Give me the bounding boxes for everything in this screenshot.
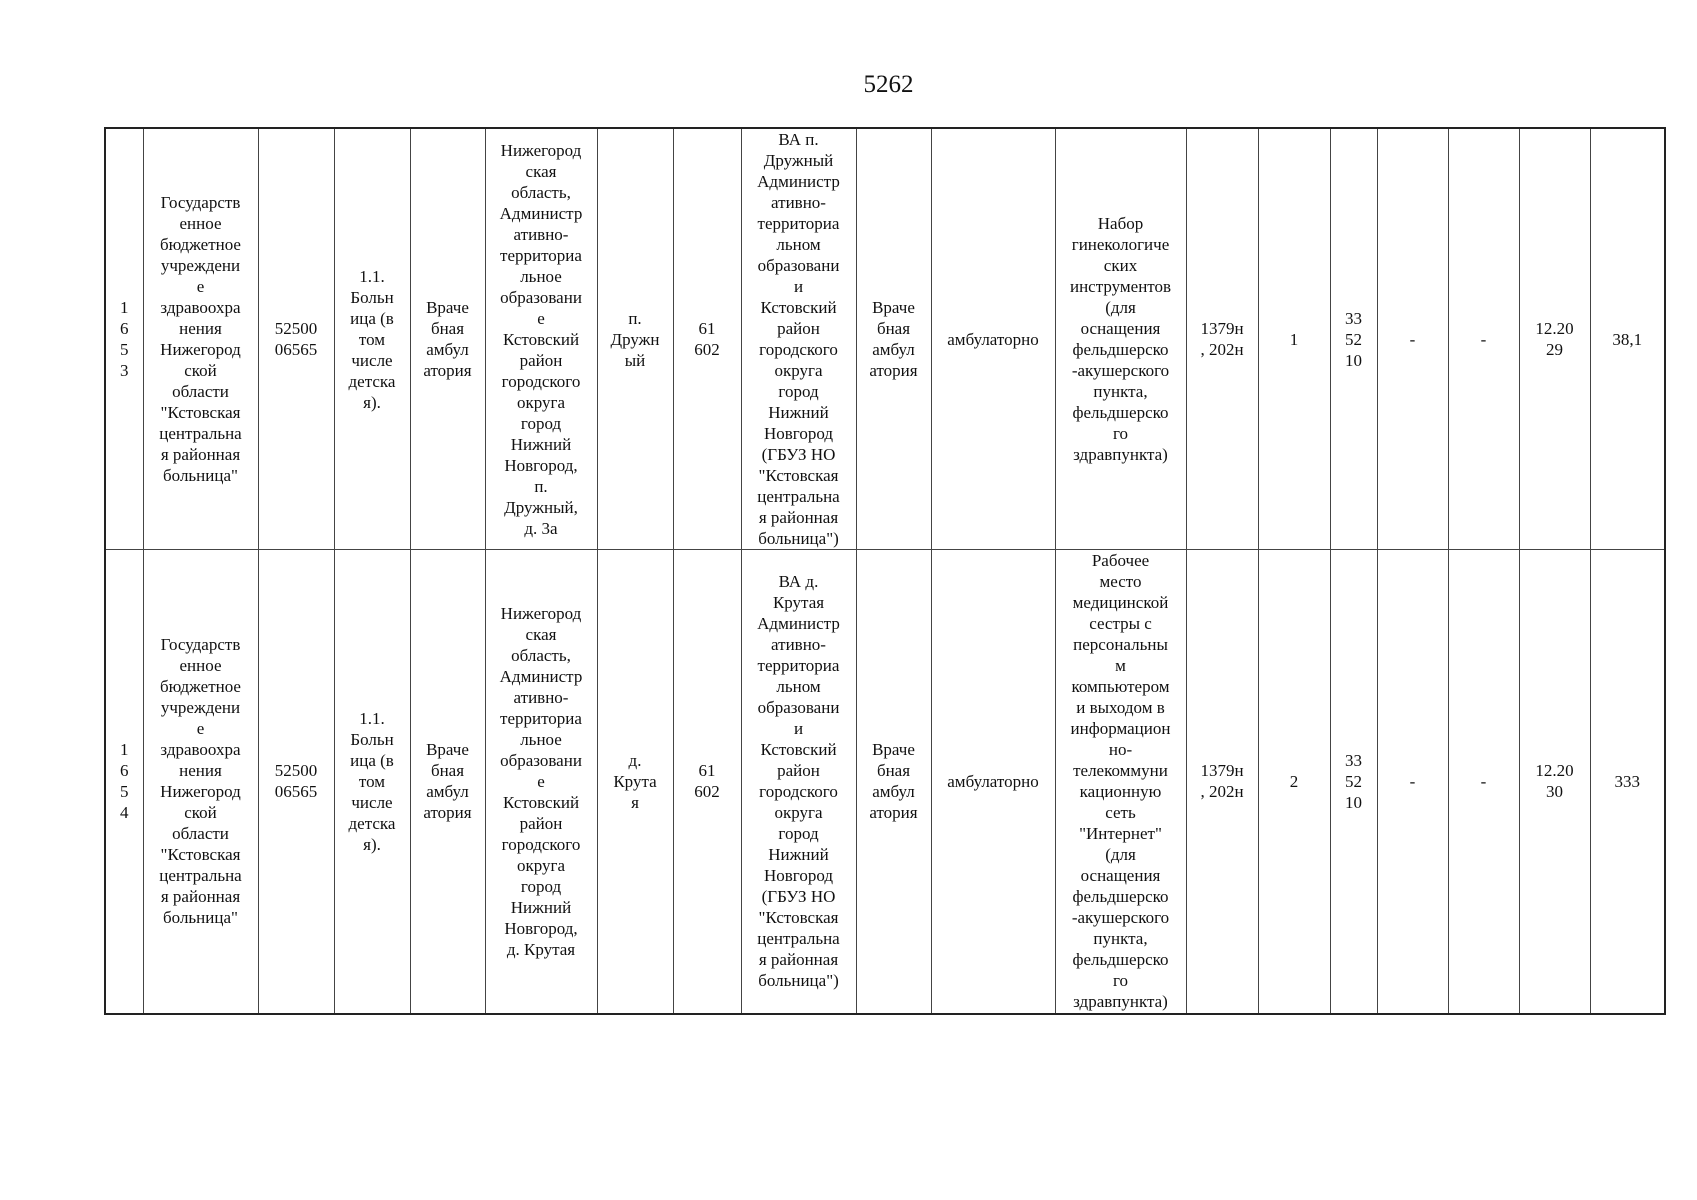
dash-cell-b: -: [1448, 128, 1519, 550]
page-number: 5262: [863, 71, 914, 98]
category-cell: 1.1. Больн ица (в том числе детска я).: [334, 128, 410, 550]
quantity-cell: 2: [1258, 550, 1330, 1014]
facility-cell: ВА д. Крутая Администр ативно- территориа льном образовани и Кстовский район городского округа город Нижний Новгород (ГБУЗ НО "Кстовская центральна я районная больница"): [741, 550, 856, 1014]
registry-table: [104, 127, 1666, 1015]
quantity-cell: 1: [1258, 128, 1330, 550]
okpd-cell: 33 52 10: [1330, 550, 1377, 1014]
locality-cell: д. Крута я: [597, 550, 673, 1014]
facility-type-cell: Враче бная амбул атория: [856, 128, 931, 550]
inn-cell: 52500 06565: [258, 128, 334, 550]
category-cell: 1.1. Больн ица (в том числе детска я).: [334, 550, 410, 1014]
institution-cell: Государств енное бюджетное учреждени е здравоохра нения Нижегород ской области "Кстовская центральна я районная больница": [143, 128, 258, 550]
equipment-cell: Рабочее место медицинской сестры с персональны м компьютером и выходом в информацион но- телекоммуни кационную сеть "Интернет" (для оснащения фельдшерско -акушерского пункта, фельдшерско го здравпункта): [1055, 550, 1186, 1014]
amount-cell: 38,1: [1590, 128, 1665, 550]
date-cell: 12.20 30: [1519, 550, 1590, 1014]
row-number-cell: 1 6 5 3: [105, 128, 143, 550]
order-cell: 1379н , 202н: [1186, 550, 1258, 1014]
condition-cell: амбулаторно: [931, 550, 1055, 1014]
inn-cell: 52500 06565: [258, 550, 334, 1014]
address-cell: Нижегород ская область, Администр ативно- территориа льное образовани е Кстовский район городского округа город Нижний Новгород, д. Крутая: [485, 550, 597, 1014]
institution-cell: Государств енное бюджетное учреждени е здравоохра нения Нижегород ской области "Кстовская центральна я районная больница": [143, 550, 258, 1014]
table-row: [105, 550, 1665, 1014]
row-number-cell: 1 6 5 4: [105, 550, 143, 1014]
condition-cell: амбулаторно: [931, 128, 1055, 550]
okpd-cell: 33 52 10: [1330, 128, 1377, 550]
order-cell: 1379н , 202н: [1186, 128, 1258, 550]
facility-cell: ВА п. Дружный Администр ативно- территориа льном образовани и Кстовский район городского округа город Нижний Новгород (ГБУЗ НО "Кстовская центральна я районная больница"): [741, 128, 856, 550]
table-row: [105, 128, 1665, 550]
dash-cell-a: -: [1377, 128, 1448, 550]
dash-cell-a: -: [1377, 550, 1448, 1014]
code-cell: 61 602: [673, 550, 741, 1014]
unit-type-cell: Враче бная амбул атория: [410, 550, 485, 1014]
date-cell: 12.20 29: [1519, 128, 1590, 550]
facility-type-cell: Враче бная амбул атория: [856, 550, 931, 1014]
unit-type-cell: Враче бная амбул атория: [410, 128, 485, 550]
amount-cell: 333: [1590, 550, 1665, 1014]
dash-cell-b: -: [1448, 550, 1519, 1014]
address-cell: Нижегород ская область, Администр ативно- территориа льное образовани е Кстовский район городского округа город Нижний Новгород, п. Дружный, д. 3а: [485, 128, 597, 550]
locality-cell: п. Дружн ый: [597, 128, 673, 550]
code-cell: 61 602: [673, 128, 741, 550]
equipment-cell: Набор гинекологиче ских инструментов (для оснащения фельдшерско -акушерского пункта, фельдшерско го здравпункта): [1055, 128, 1186, 550]
